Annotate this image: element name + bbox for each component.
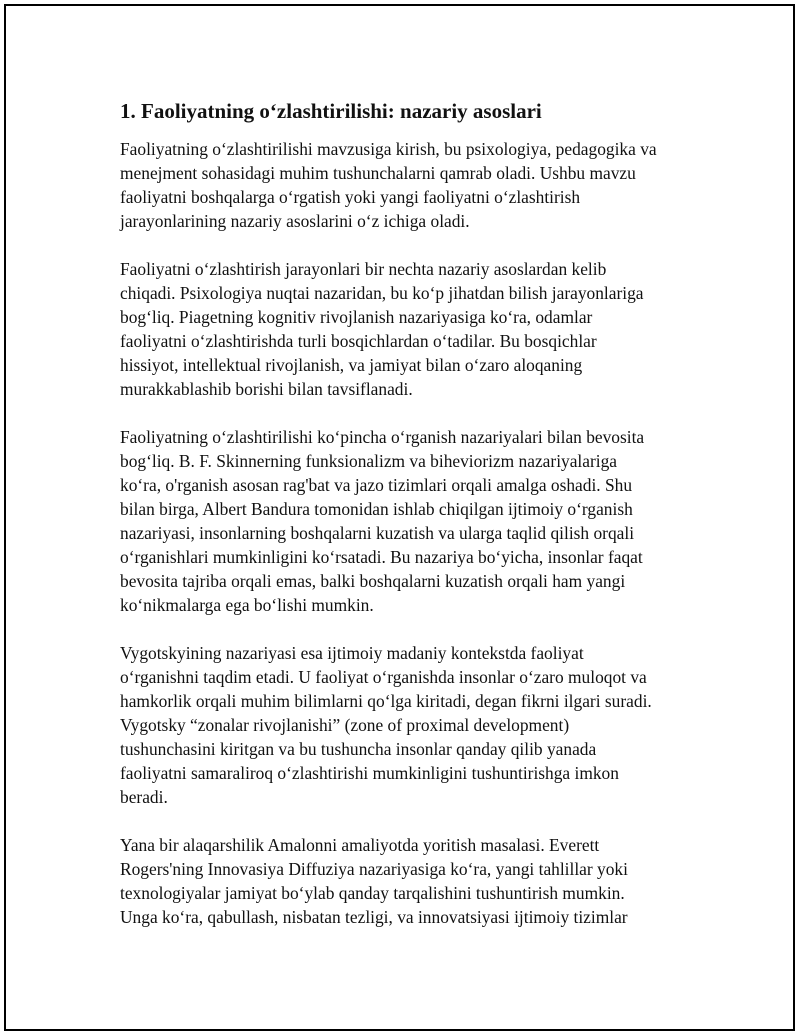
text-line: chiqadi. Psixologiya nuqtai nazaridan, bu ko‘p jihatdan bilish jarayonlariga: [120, 283, 644, 303]
text-line: bevosita tajriba orqali emas, balki boshqalarni kuzatish orqali ham yangi: [120, 571, 626, 591]
section-heading: 1. Faoliyatning o‘zlashtirilishi: nazariy asoslari: [120, 99, 542, 123]
text-line: menejment sohasidagi muhim tushunchalarni qamrab oladi. Ushbu mavzu: [120, 163, 636, 183]
text-line: bilan birga, Albert Bandura tomonidan ishlab chiqilgan ijtimoiy o‘rganish: [120, 499, 633, 519]
text-line: hamkorlik orqali muhim bilimlarni qo‘lga kiritadi, degan fikrni ilgari suradi.: [120, 691, 652, 711]
text-line: nazariyasi, insonlarning boshqalarni kuzatish va ularga taqlid qilish orqali: [120, 523, 635, 543]
text-line: ko‘nikmalarga ega bo‘lishi mumkin.: [120, 595, 374, 615]
text-line: Vygotskyining nazariyasi esa ijtimoiy madaniy kontekstda faoliyat: [120, 643, 584, 663]
text-line: ko‘ra, o'rganish asosan rag'bat va jazo tizimlari orqali amalga oshadi. Shu: [120, 475, 633, 495]
paragraph-5: [120, 833, 700, 929]
text-line: Unga ko‘ra, qabullash, nisbatan tezligi, va innovatsiyasi ijtimoiy tizimlar: [120, 907, 628, 927]
text-line: o‘rganishni taqdim etadi. U faoliyat o‘rganishda insonlar o‘zaro muloqot va: [120, 667, 647, 687]
text-line: Faoliyatning o‘zlashtirilishi mavzusiga kirish, bu psixologiya, pedagogika va: [120, 139, 657, 159]
text-line: jarayonlarining nazariy asoslarini o‘z ichiga oladi.: [120, 211, 470, 231]
text-line: Rogers'ning Innovasiya Diffuziya nazariyasiga ko‘ra, yangi tahlillar yoki: [120, 859, 628, 879]
text-line: faoliyatni samaraliroq o‘zlashtirishi mumkinligini tushuntirishga imkon: [120, 763, 619, 783]
text-line: Vygotsky “zonalar rivojlanishi” (zone of proximal development): [120, 715, 570, 735]
text-line: faoliyatni boshqalarga o‘rgatish yoki yangi faoliyatni o‘zlashtirish: [120, 187, 581, 207]
text-line: murakkablashib borishi bilan tavsiflanadi.: [120, 379, 413, 399]
document-page: [4, 4, 795, 1031]
text-line: Yana bir alaqarshilik Amalonni amaliyotda yoritish masalasi. Everett: [120, 835, 600, 855]
text-line: o‘rganishlari mumkinligini ko‘rsatadi. Bu nazariya bo‘yicha, insonlar faqat: [120, 547, 643, 567]
text-line: texnologiyalar jamiyat bo‘ylab qanday tarqalishini tushuntirish mumkin.: [120, 883, 625, 903]
text-line: bog‘liq. B. F. Skinnerning funksionalizm va biheviorizm nazariyalariga: [120, 451, 618, 471]
text-line: tushunchasini kiritgan va bu tushuncha insonlar qanday qilib yanada: [120, 739, 597, 759]
paragraph-4: [120, 641, 700, 809]
paragraph-1: [120, 137, 700, 233]
text-line: Faoliyatni o‘zlashtirish jarayonlari bir nechta nazariy asoslardan kelib: [120, 259, 607, 279]
document-content: [120, 98, 700, 953]
text-line: hissiyot, intellektual rivojlanish, va jamiyat bilan o‘zaro aloqaning: [120, 355, 583, 375]
paragraph-3: [120, 425, 700, 617]
text-line: faoliyatni o‘zlashtirishda turli bosqichlardan o‘tadilar. Bu bosqichlar: [120, 331, 597, 351]
text-line: bog‘liq. Piagetning kognitiv rivojlanish nazariyasiga ko‘ra, odamlar: [120, 307, 593, 327]
text-line: beradi.: [120, 787, 168, 807]
paragraph-2: [120, 257, 700, 401]
text-line: Faoliyatning o‘zlashtirilishi ko‘pincha o‘rganish nazariyalari bilan bevosita: [120, 427, 645, 447]
